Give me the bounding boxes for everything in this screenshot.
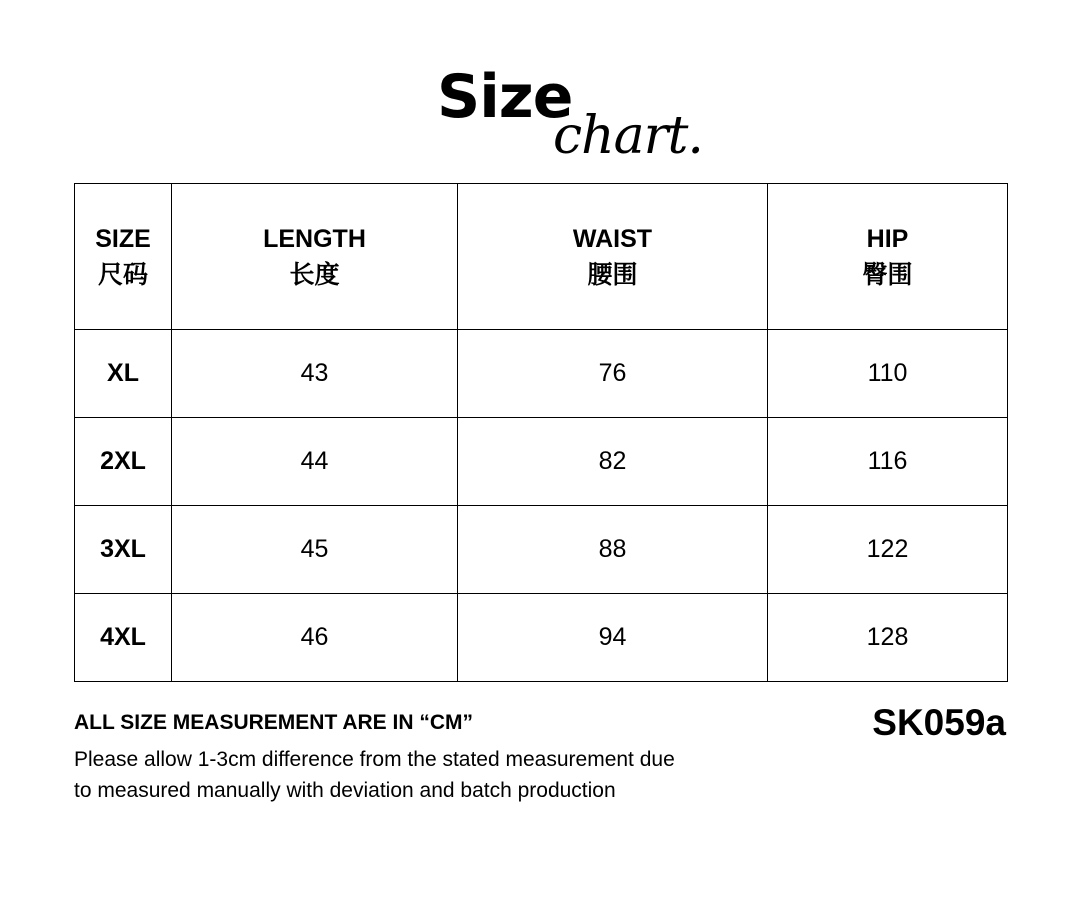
size-cell: 4XL: [75, 594, 172, 682]
hip-cell: 110: [768, 330, 1008, 418]
header-hip-cn: 臀围: [862, 260, 913, 289]
length-cell: 46: [172, 594, 458, 682]
size-table: [74, 183, 1008, 682]
disclaimer: [74, 744, 774, 806]
size-chart-title: [0, 60, 1080, 170]
hip-cell: 122: [768, 506, 1008, 594]
table-row: [75, 418, 1008, 506]
table-row: [75, 330, 1008, 418]
table-row: [75, 506, 1008, 594]
product-code: SK059a: [872, 702, 1006, 743]
table-row: [75, 594, 1008, 682]
length-cell: 43: [172, 330, 458, 418]
disclaimer-line-1: Please allow 1-3cm difference from the stated measurement due: [74, 748, 675, 771]
length-cell: 45: [172, 506, 458, 594]
title-script: chart.: [553, 106, 703, 166]
size-cell: 2XL: [75, 418, 172, 506]
waist-cell: 88: [458, 506, 768, 594]
header-length-en: LENGTH: [263, 224, 366, 253]
header-length: [172, 184, 458, 330]
table-header-row: [75, 184, 1008, 330]
hip-cell: 128: [768, 594, 1008, 682]
size-cell: XL: [75, 330, 172, 418]
header-hip: [768, 184, 1008, 330]
header-hip-en: HIP: [866, 224, 909, 253]
unit-notice: ALL SIZE MEASUREMENT ARE IN “CM”: [74, 711, 474, 734]
header-waist-cn: 腰围: [587, 260, 638, 289]
waist-cell: 94: [458, 594, 768, 682]
size-cell: 3XL: [75, 506, 172, 594]
header-size-en: SIZE: [95, 224, 151, 253]
header-waist: [458, 184, 768, 330]
header-waist-en: WAIST: [572, 224, 653, 253]
hip-cell: 116: [768, 418, 1008, 506]
header-size: [75, 184, 172, 330]
header-length-cn: 长度: [289, 260, 340, 289]
length-cell: 44: [172, 418, 458, 506]
disclaimer-line-2: to measured manually with deviation and batch production: [74, 779, 616, 802]
header-size-cn: 尺码: [97, 260, 148, 289]
waist-cell: 76: [458, 330, 768, 418]
title-main: Size: [437, 62, 573, 132]
waist-cell: 82: [458, 418, 768, 506]
